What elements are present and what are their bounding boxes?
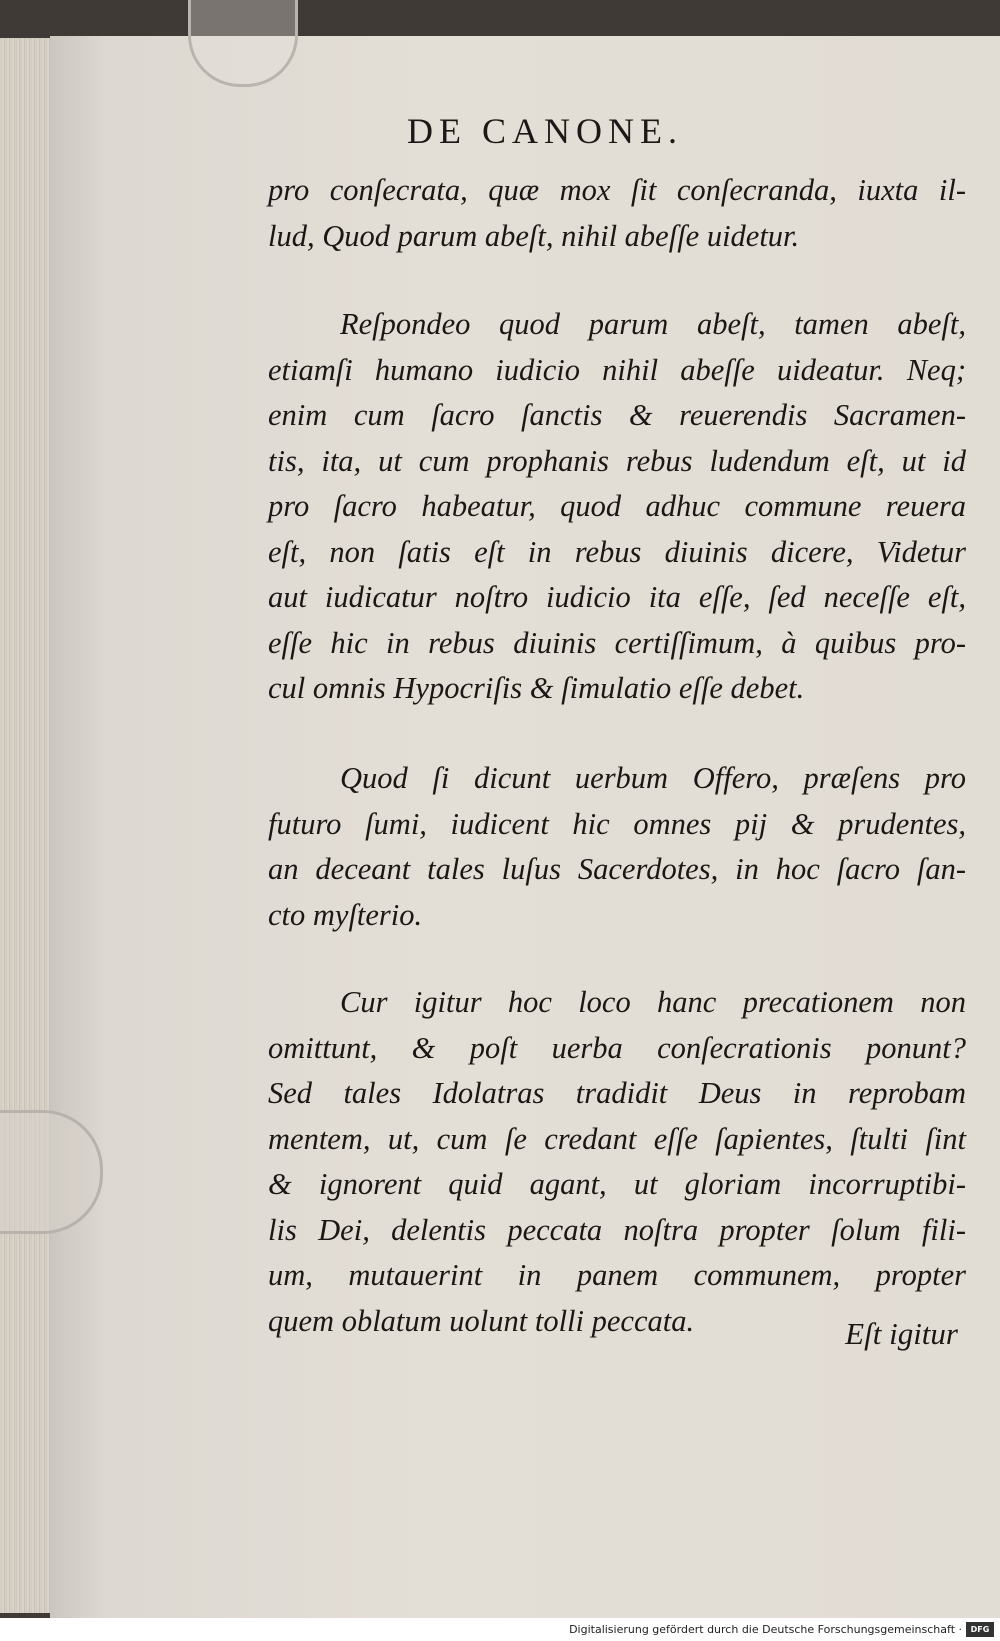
text-line: mentem, ut, cum ſe credant eſſe ſapientes, ſtulti ſint [268, 1121, 966, 1156]
text-line: tis, ita, ut cum prophanis rebus ludendum eſt, ut id [268, 443, 966, 478]
text-line: futuro ſumi, iudicent hic omnes pij & prudentes, [268, 806, 966, 841]
text-line: lud, Quod parum abeſt, nihil abeſſe uidetur. [268, 218, 800, 253]
text-line: Quod ſi dicunt uerbum Offero, præſens pro [340, 761, 966, 795]
running-header: DE CANONE. [407, 111, 683, 151]
dfg-logo-icon: DFG [966, 1622, 994, 1637]
text-line: Cur igitur hoc loco hanc precationem non [340, 985, 966, 1019]
text-line: Reſpondeo quod parum abeſt, tamen abeſt, [340, 307, 966, 341]
funding-credit: Digitalisierung gefördert durch die Deutsche Forschungsgemeinschaft · [569, 1623, 962, 1636]
text-line: quem oblatum uolunt tolli peccata. [268, 1303, 695, 1338]
text-line: pro ſacro habeatur, quod adhuc commune reuera [268, 489, 966, 523]
text-line: cto myſterio. [268, 897, 423, 932]
text-line: Sed tales Idolatras tradidit Deus in reprobam [268, 1076, 966, 1110]
paragraph-1 [268, 168, 966, 259]
text-line: enim cum ſacro ſanctis & reuerendis Sacramen- [268, 398, 966, 432]
text-line: eſt, non ſatis eſt in rebus diuinis dicere, Videtur [268, 534, 966, 569]
catchword: Eſt igitur [845, 1316, 958, 1351]
text-line: pro conſecrata, quæ mox ſit conſecranda, iuxta il- [268, 173, 966, 207]
text-line: lis Dei, delentis peccata noſtra propter ſolum fili- [268, 1212, 966, 1247]
text-line: eſſe hic in rebus diuinis certiſſimum, à quibus pro- [268, 625, 966, 660]
paragraph-4 [268, 980, 966, 1344]
paragraph-2 [268, 302, 966, 712]
text-line: aut iudicatur noſtro iudicio ita eſſe, ſed neceſſe eſt, [268, 580, 966, 614]
digitization-footer [0, 1618, 1000, 1641]
text-line: um, mutauerint in panem communem, propter [268, 1258, 966, 1292]
text-line: cul omnis Hypocriſis & ſimulatio eſſe debet. [268, 671, 805, 705]
text-line: an deceant tales luſus Sacerdotes, in hoc ſacro ſan- [268, 852, 966, 886]
text-line: & ignorent quid agant, ut gloriam incorruptibi- [268, 1167, 966, 1201]
paragraph-3 [268, 756, 966, 938]
text-line: omittunt, & poſt uerba conſecrationis ponunt? [268, 1030, 966, 1065]
text-line: etiamſi humano iudicio nihil abeſſe uideatur. Neq; [268, 352, 966, 387]
